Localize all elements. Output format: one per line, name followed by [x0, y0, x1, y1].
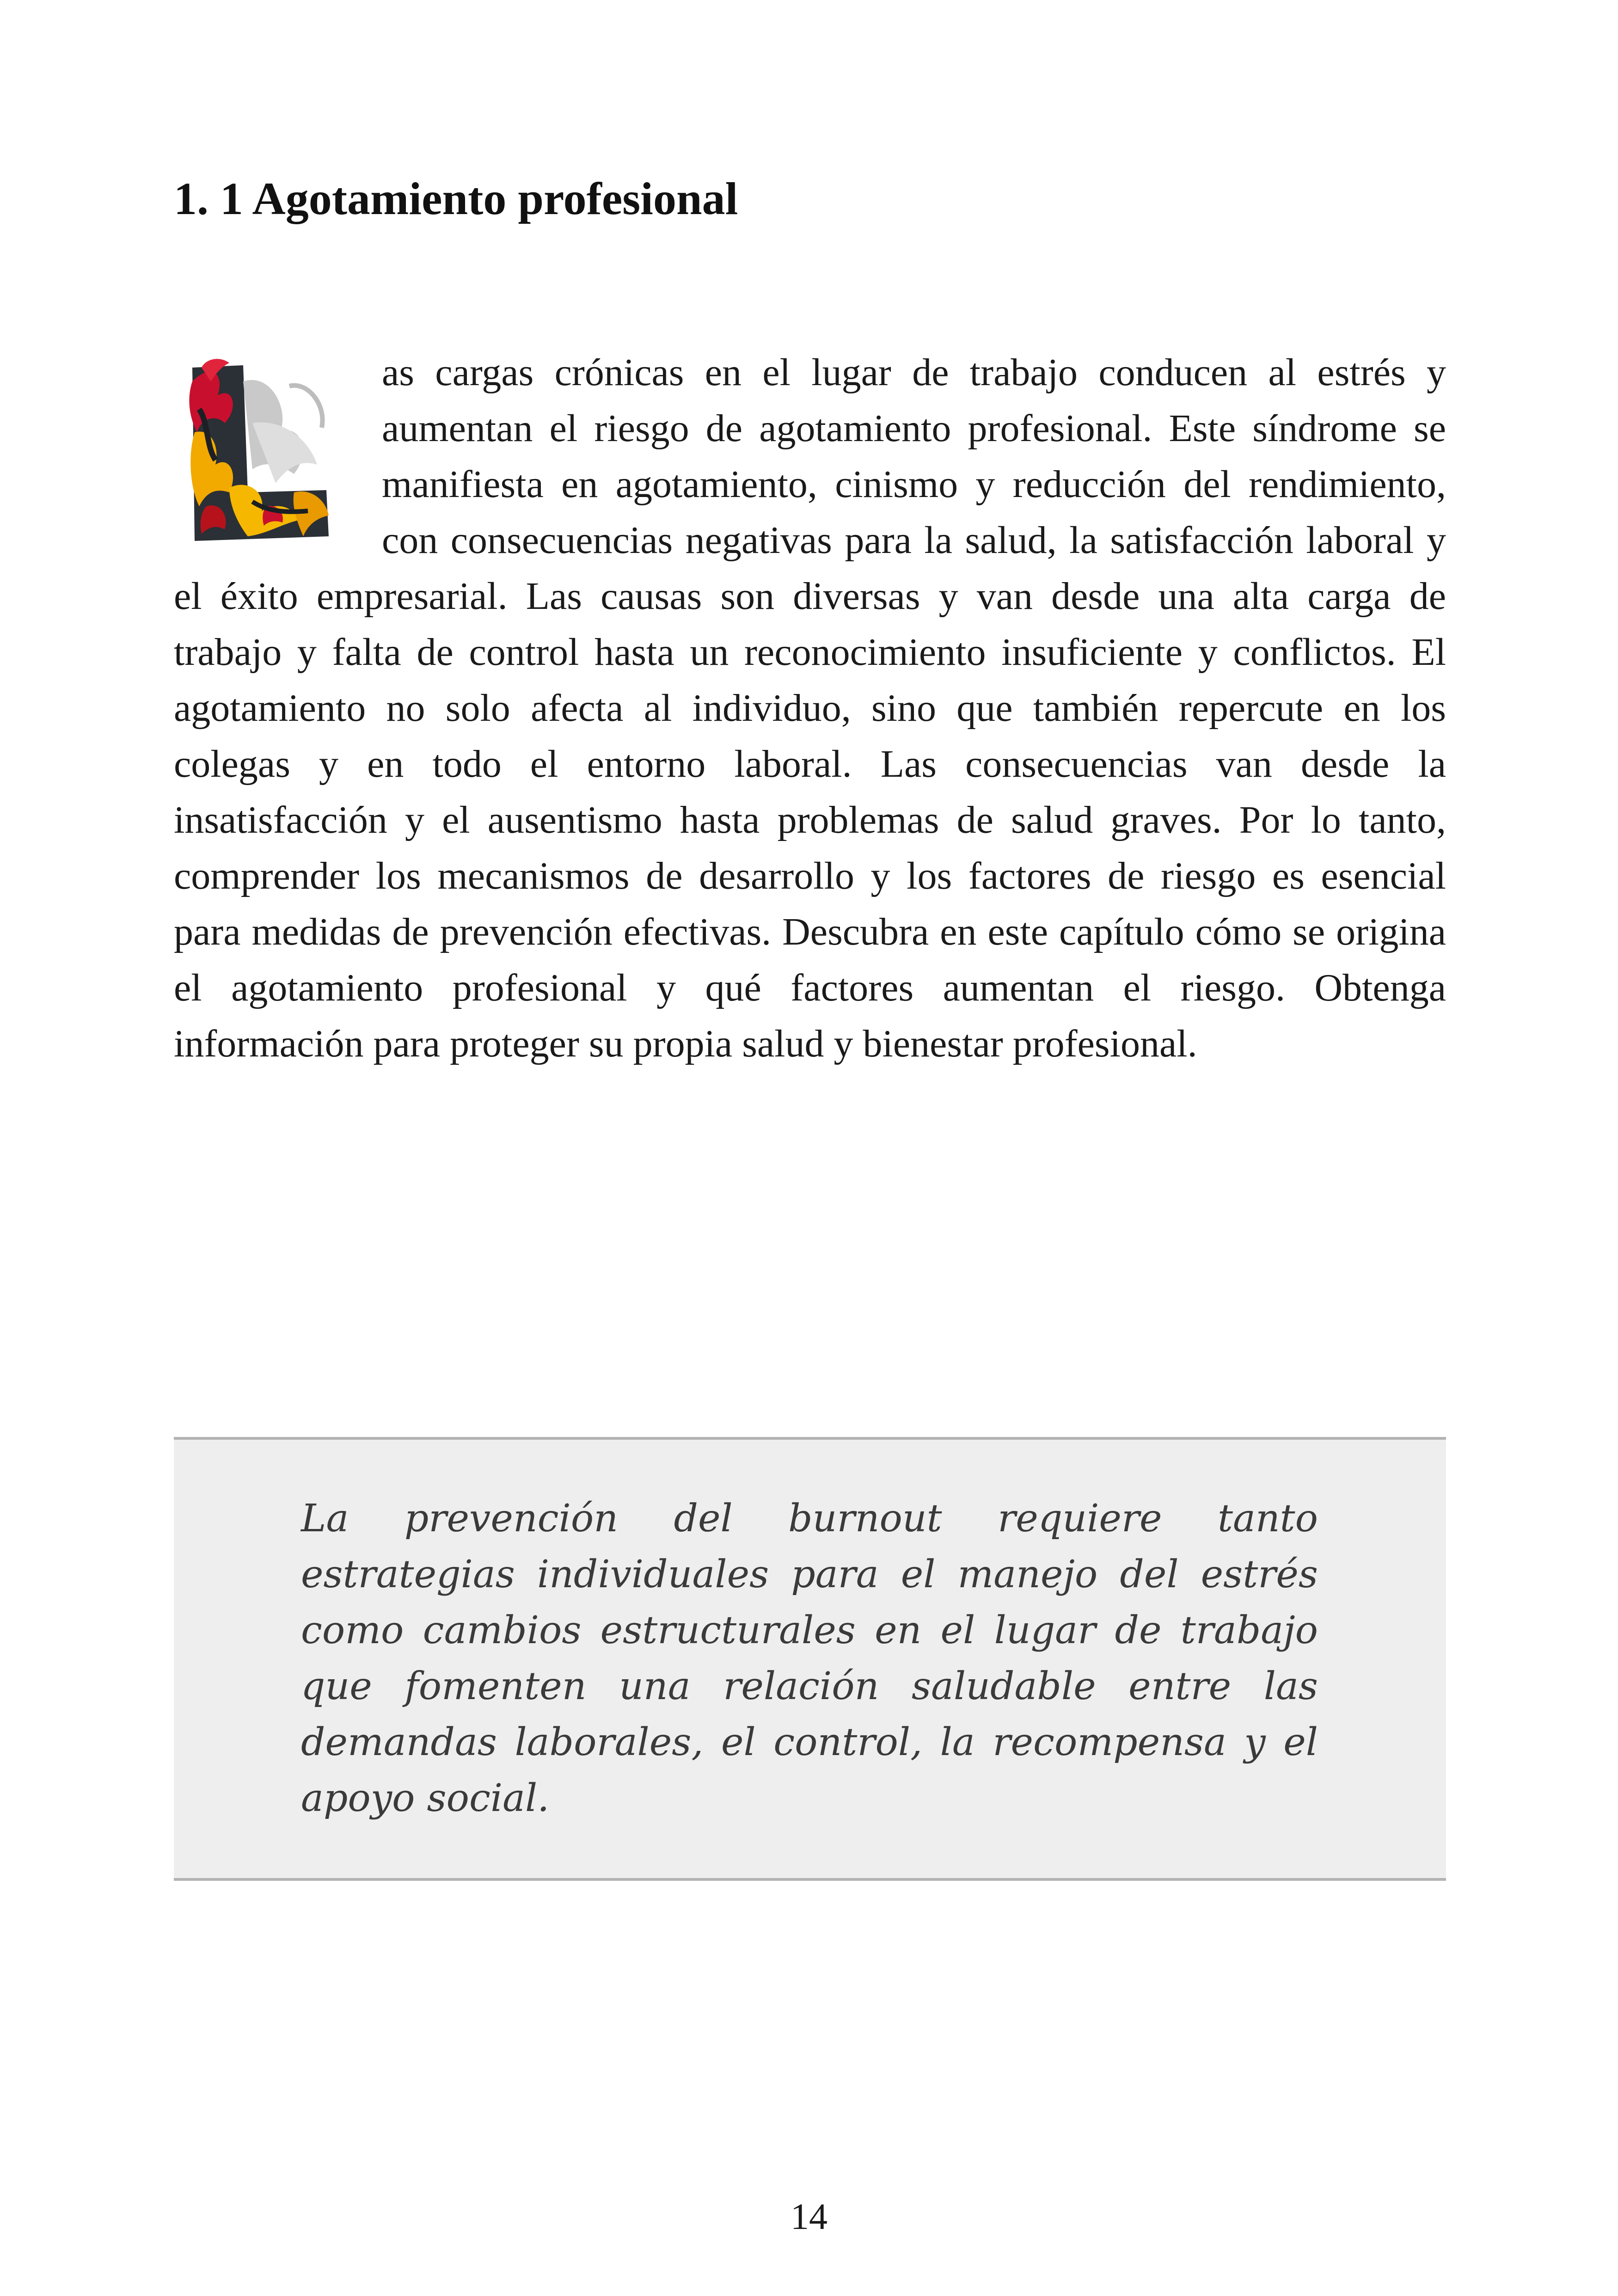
- page-number: 14: [791, 2197, 827, 2237]
- section-heading: 1. 1 Agotamiento profesional: [174, 173, 738, 224]
- callout-box: [174, 1437, 1446, 1881]
- dropcap-letter-l-illustration: [174, 354, 363, 548]
- callout-quote: La prevención del burnout requiere tanto estrategias individuales para el manejo del estrés como cambios estructurales en el lugar de trabajo que fomenten una relación saludable entre las demandas laborales, el control, la recompensa y el apoyo social.: [301, 1497, 1318, 1820]
- intro-paragraph-text: as cargas crónicas en el lugar de trabajo conducen al estrés y aumentan el riesgo de agotamiento profesional. Este síndrome se manifiesta en agotamiento, cinismo y reducción del rendimiento, con consecuencias negativas para la salud, la satisfacción laboral y el éxito empresarial. Las causas son diversas y van desde una alta carga de trabajo y falta de control hasta un reconocimiento insuficiente y conflictos. El agotamiento no solo afecta al individuo, sino que también repercute en los colegas y en todo el entorno laboral. Las consecuencias van desde la insatisfacción y el ausentismo hasta problemas de salud graves. Por lo tanto, comprender los mecanismos de desarrollo y los factores de riesgo es esencial para medidas de prevención efectivas. Descubra en este capítulo cómo se origina el agotamiento profesional y qué factores aumentan el riesgo. Obtenga información para proteger su propia salud y bienestar profesional.: [174, 351, 1446, 1065]
- intro-paragraph: [174, 344, 1446, 1072]
